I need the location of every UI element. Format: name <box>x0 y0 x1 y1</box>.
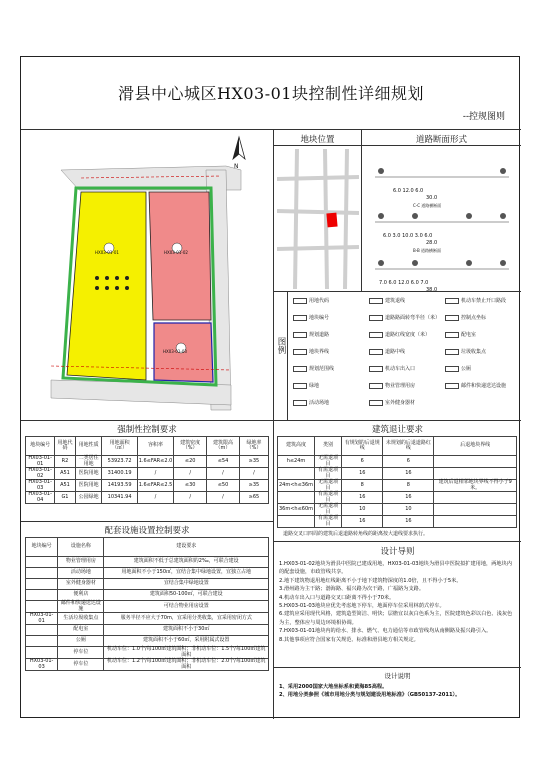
table-cell: / <box>137 468 174 480</box>
table-header-row <box>26 437 269 456</box>
legend-item <box>369 297 405 304</box>
legend-item <box>445 365 471 372</box>
facilities-header: 配套设施设置控制要求 <box>104 526 190 536</box>
table-header-cell: 类别 <box>315 437 342 456</box>
table-cell: ≤54 <box>207 456 240 468</box>
table-cell: 室外健身器材 <box>58 579 104 590</box>
road-section-header: 道路断面形式 <box>415 135 467 145</box>
table-header-cell: 地块编号 <box>26 538 58 557</box>
legend-swatch <box>369 366 383 372</box>
table-cell: 16 <box>342 516 383 528</box>
guide-item: 4.机动车出入口与道路交叉口距离不得小于70米。 <box>279 594 395 601</box>
table-cell: 10 <box>383 504 434 516</box>
table-cell: / <box>174 468 207 480</box>
table-cell <box>434 456 517 468</box>
legend-item <box>293 314 329 321</box>
table-cell: 建筑面积50-100㎡，可联合建设 <box>104 590 269 601</box>
section-b-name: B-B 道路横断面 <box>413 248 442 253</box>
table-cell: 二类居住用地 <box>75 456 102 468</box>
legend-swatch <box>293 383 307 389</box>
guide-item: 1.HX03-01-02地块为滑县中医院已建成用地，HX03-01-03地块为滑县中医院拟扩建用地，两地块内的配套设施，市政管线共享。 <box>279 561 512 576</box>
control-table <box>25 436 269 504</box>
note-item: 1、采用2000国家大地坐标系和黄海85高程。 <box>279 684 388 690</box>
legend-label: 机动车禁止开口路段 <box>461 298 507 304</box>
table-row <box>26 568 269 579</box>
table-cell: HX03-01-01 <box>26 613 58 625</box>
table-row <box>26 625 269 636</box>
section-b-total: 28.0 <box>426 240 438 246</box>
table-cell: 建筑面积不小于30㎡ <box>104 625 269 636</box>
legend-label: 地块编号 <box>309 315 330 321</box>
legend-swatch <box>293 366 307 372</box>
table-cell: HX03-01-03 <box>26 480 55 492</box>
table-cell <box>278 468 315 480</box>
table-cell: 医院用地 <box>75 480 102 492</box>
legend-label: 活动场地 <box>309 400 330 406</box>
table-cell: 10 <box>342 504 383 516</box>
table-cell: / <box>174 492 207 504</box>
table-cell: HX03-01-02 <box>26 468 55 480</box>
table-cell: 8 <box>383 480 434 492</box>
legend-swatch <box>445 332 459 338</box>
table-header-row <box>26 538 269 557</box>
table-header-cell: 地块编号 <box>26 437 55 456</box>
parcel-label-3: HX03-01-03 <box>163 349 187 354</box>
table-cell <box>26 636 58 647</box>
table-row <box>278 456 517 468</box>
table-cell: G1 <box>55 492 75 504</box>
note-item: 2、用地分类参照《城市用地分类与规划建设用地标准》（GB50137-2011）。 <box>279 692 461 699</box>
table-cell <box>434 516 517 528</box>
table-header-cell: 建筑密度（%） <box>174 437 207 456</box>
legend-swatch <box>293 400 307 406</box>
design-notes-list <box>279 683 517 700</box>
table-cell <box>278 516 315 528</box>
table-row <box>278 468 517 480</box>
road-sections <box>365 147 519 289</box>
guide-item: 2.地下建筑物退用地红线距离不小于地下建筑物深度的1.0倍，且不得小于5米。 <box>279 577 462 584</box>
table-header-cell: 未规划的后退道路红线 <box>383 437 434 456</box>
table-cell: ≤20 <box>174 456 207 468</box>
table-cell: / <box>239 468 268 480</box>
table-cell: 无需退项目 <box>315 456 342 468</box>
table-cell: 停车位 <box>58 647 104 659</box>
legend-item <box>369 365 415 372</box>
table-cell: A51 <box>55 480 75 492</box>
legend-label: 配电室 <box>461 332 477 338</box>
legend-label: 物业管理用房 <box>385 383 416 389</box>
table-cell: HX03-01-01 <box>26 456 55 468</box>
section-c-dims: 6.0 12.0 6.0 <box>393 188 424 194</box>
table-cell: 服务半径不应大于70m，宜采用分类收集，宜采用密闭方式 <box>104 613 269 625</box>
table-header-cell: 用地性质 <box>75 437 102 456</box>
legend-label: 控制点坐标 <box>461 315 487 321</box>
table-cell <box>434 504 517 516</box>
legend-label: 公厕 <box>461 366 472 372</box>
table-cell: 14193.59 <box>102 480 137 492</box>
legend-item <box>293 399 329 406</box>
table-header-cell: 绿地率（%） <box>239 437 268 456</box>
table-row <box>26 647 269 659</box>
parcel-hospital <box>149 192 211 320</box>
table-header-cell: 建筑高度 <box>278 437 315 456</box>
legend-swatch <box>293 349 307 355</box>
vertical-divider-top <box>273 129 274 521</box>
table-cell: 用地面积不小于150㎡，宜结合集中绿地设置，宜独立占地 <box>104 568 269 579</box>
table-cell: 8 <box>342 480 383 492</box>
table-header-row <box>278 437 517 456</box>
legend-item <box>369 314 440 321</box>
table-cell: 无需退项目 <box>315 504 342 516</box>
section-a-total: 38.0 <box>426 287 438 293</box>
table-cell: 配电室 <box>58 625 104 636</box>
legend-item <box>445 314 486 321</box>
guide-item: 3.滑州路为主干路；渤海路、福兴路为次干路，广福路为支路。 <box>279 586 425 593</box>
legend-swatch <box>369 298 383 304</box>
table-cell: 53923.72 <box>102 456 137 468</box>
legend-label: 道路红线宽度（米） <box>385 332 431 338</box>
table-header-cell: 建设要求 <box>104 538 269 557</box>
table-cell <box>434 468 517 480</box>
table-cell: 公厕 <box>58 636 104 647</box>
table-row <box>26 468 269 480</box>
legend-label: 规划范围线 <box>309 366 335 372</box>
legend-label: 用地代码 <box>309 298 330 304</box>
table-cell: ≤50 <box>207 480 240 492</box>
table-cell: 24m<h≤36m <box>278 480 315 492</box>
table-row <box>26 636 269 647</box>
table-header-cell: 用地代码 <box>55 437 75 456</box>
legend-swatch <box>369 349 383 355</box>
control-header: 强制性控制要求 <box>117 425 177 435</box>
table-header-cell: 建筑限高（m） <box>207 437 240 456</box>
legend-label: 机动车出入口 <box>385 366 416 372</box>
legend-swatch <box>293 298 307 304</box>
table-cell: / <box>207 468 240 480</box>
legend-item <box>369 399 415 406</box>
table-header-cell: 后退地块界线 <box>434 437 517 456</box>
table-cell: h≤24m <box>278 456 315 468</box>
table-cell: ≤30 <box>174 480 207 492</box>
parcel-residential <box>67 192 146 380</box>
table-cell: 有需退项目 <box>315 516 342 528</box>
compass-label: N <box>234 163 239 170</box>
table-row <box>26 659 269 671</box>
table-row <box>278 516 517 528</box>
legend-item <box>293 297 329 304</box>
table-cell: ≥35 <box>239 480 268 492</box>
table-cell: 建筑面积不低于总建筑面积的2‰，可联合建设 <box>104 557 269 568</box>
compass-icon <box>229 135 249 163</box>
table-row <box>278 480 517 492</box>
legend-label: 垃圾收集点 <box>461 349 487 355</box>
setback-header: 建筑退让要求 <box>371 425 423 435</box>
legend-swatch <box>445 315 459 321</box>
table-cell <box>26 568 58 579</box>
table-cell: R2 <box>55 456 75 468</box>
table-cell: / <box>137 492 174 504</box>
legend-label: 规划道路 <box>309 332 330 338</box>
table-row <box>26 480 269 492</box>
legend-label: 建筑退线 <box>385 298 406 304</box>
table-row <box>26 590 269 601</box>
legend-label: 绿地 <box>309 383 320 389</box>
table-row <box>278 492 517 504</box>
table-cell: 有需退项目 <box>315 492 342 504</box>
design-notes-header: 设计说明 <box>384 672 411 680</box>
legend-swatch <box>369 383 383 389</box>
section-c-name: C-C 道路横断面 <box>413 203 442 208</box>
legend-item <box>293 331 329 338</box>
table-cell: 物业管理用房 <box>58 557 104 568</box>
table-cell: 6 <box>342 456 383 468</box>
table-cell: 16 <box>342 492 383 504</box>
table-cell <box>26 590 58 601</box>
table-header-cell: 有规划的后退规线 <box>342 437 383 456</box>
table-cell: 有需退项目 <box>315 468 342 480</box>
table-cell: 无需退项目 <box>315 480 342 492</box>
setback-footnote: 道路交叉口四周的建筑后退道路转角线的距离按大道线要求执行。 <box>283 531 429 537</box>
table-cell: 可结合物业用房设置 <box>104 601 269 613</box>
legend-item <box>445 348 486 355</box>
table-cell <box>26 557 58 568</box>
table-cell: 16 <box>342 468 383 480</box>
legend-item <box>369 331 430 338</box>
table-cell: ≥35 <box>239 456 268 468</box>
page-title: 滑县中心城区HX03-01块控制性详细规划 <box>118 84 424 103</box>
legend-label: 邮件和快递送达设施 <box>461 383 507 389</box>
legend-item <box>293 348 329 355</box>
design-guide-header: 设计导则 <box>380 547 415 557</box>
legend-item <box>445 382 506 389</box>
table-row <box>278 504 517 516</box>
legend-item <box>369 348 405 355</box>
table-cell: 建筑面积不小于60㎡，采用附属式设置 <box>104 636 269 647</box>
table-row <box>26 557 269 568</box>
parcel-label-2: HX03-01-02 <box>164 250 188 255</box>
table-cell: 宜结合集中绿地设置 <box>104 579 269 590</box>
guide-item: 5.HX03-01-03地块应优先考虑地下停车，地面停车位采用林荫式停车。 <box>279 603 445 610</box>
table-cell: 停车位 <box>58 659 104 671</box>
table-header-cell: 容积率 <box>137 437 174 456</box>
legend-swatch <box>293 332 307 338</box>
section-a-dims: 7.0 6.0 12.0 6.0 7.0 <box>379 280 429 286</box>
table-cell: 31400.19 <box>102 468 137 480</box>
table-cell: 1.6≤FAR≤2.0 <box>137 456 174 468</box>
section-c-total: 30.0 <box>426 195 438 201</box>
legend-label: 地块界线 <box>309 349 330 355</box>
table-row <box>26 579 269 590</box>
table-cell: 10341.94 <box>102 492 137 504</box>
table-cell: 便利店 <box>58 590 104 601</box>
guide-item: 7.HX03-01-01地块内的给水、排水、燃气、电力通信等市政管线均从南侧路及振兴路引入。 <box>279 628 492 635</box>
legend-swatch <box>445 349 459 355</box>
legend-swatch <box>369 315 383 321</box>
legend-item <box>293 382 319 389</box>
legend-swatch <box>369 332 383 338</box>
table-cell: / <box>207 492 240 504</box>
table-cell: HX03-01-04 <box>26 492 55 504</box>
table-cell: A51 <box>55 468 75 480</box>
design-guide-list <box>279 560 517 644</box>
location-header: 地块位置 <box>300 135 335 145</box>
table-cell: ≥65 <box>239 492 268 504</box>
drawing-sheet <box>20 56 520 718</box>
table-cell: 1.6≤FAR≤2.5 <box>137 480 174 492</box>
legend-item <box>445 297 506 304</box>
legend-item <box>445 331 476 338</box>
land-use-map <box>21 130 273 420</box>
table-row <box>26 601 269 613</box>
table-cell: 邮件和快递送达设施 <box>58 601 104 613</box>
legend-label: 道路中线 <box>385 349 406 355</box>
guide-item: 6.建筑应采用现代风格，建筑造型简洁、明快；层檐宜以灰白色系为主，医院建筑色彩以白色、浅灰色为主，整体应与周边环境相协调。 <box>279 611 513 626</box>
table-cell: 医院用地 <box>75 468 102 480</box>
legend-swatch <box>445 383 459 389</box>
legend-swatch <box>445 298 459 304</box>
legend-label: 道路路面转弯半径（米） <box>385 315 441 321</box>
table-cell: HX03-01-03 <box>26 659 58 671</box>
table-cell: 生活垃圾收集点 <box>58 613 104 625</box>
table-row <box>26 492 269 504</box>
legend-swatch <box>369 400 383 406</box>
legend-header: 图例 <box>276 337 286 354</box>
legend-swatch <box>445 366 459 372</box>
table-cell: 36m<h≤60m <box>278 504 315 516</box>
section-b-dims: 6.0 3.0 10.0 3.0 6.0 <box>383 233 433 239</box>
legend-item <box>293 365 334 372</box>
table-cell: 公园绿地 <box>75 492 102 504</box>
legend-item <box>369 382 415 389</box>
table-cell <box>434 492 517 504</box>
table-cell <box>26 601 58 613</box>
table-cell <box>278 492 315 504</box>
table-cell: 16 <box>383 468 434 480</box>
facilities-table <box>25 537 269 671</box>
setback-table <box>277 436 517 528</box>
table-cell: 16 <box>383 516 434 528</box>
table-row <box>26 613 269 625</box>
table-cell: 机动车位：1.2个/每100㎡建筑面积；非机动车位：2.0个/每100㎡建筑面积 <box>104 659 269 671</box>
location-map <box>277 149 359 289</box>
guide-item: 8.其他事项应符合国家有关规范、标准和滑县地方相关规定。 <box>279 636 419 643</box>
page-subtitle: --控规图则 <box>462 112 505 122</box>
table-cell <box>26 625 58 636</box>
table-header-cell: 设施名称 <box>58 538 104 557</box>
table-cell <box>26 647 58 659</box>
table-cell <box>26 579 58 590</box>
table-row <box>26 456 269 468</box>
table-cell: 16 <box>383 492 434 504</box>
legend-swatch <box>293 315 307 321</box>
table-header-cell: 用地面积（㎡） <box>102 437 137 456</box>
table-cell: 活动场地 <box>58 568 104 579</box>
parcel-label-1: HX03-01-01 <box>95 250 119 255</box>
table-cell: 机动车位：1.0个/每100㎡建筑面积；非机动车位：1.5个/每100㎡建筑面积 <box>104 647 269 659</box>
table-cell: 6 <box>383 456 434 468</box>
legend-label: 室外健身器材 <box>385 400 416 406</box>
table-cell: 建筑后退相邻地块界线不得小于9米。 <box>434 480 517 492</box>
